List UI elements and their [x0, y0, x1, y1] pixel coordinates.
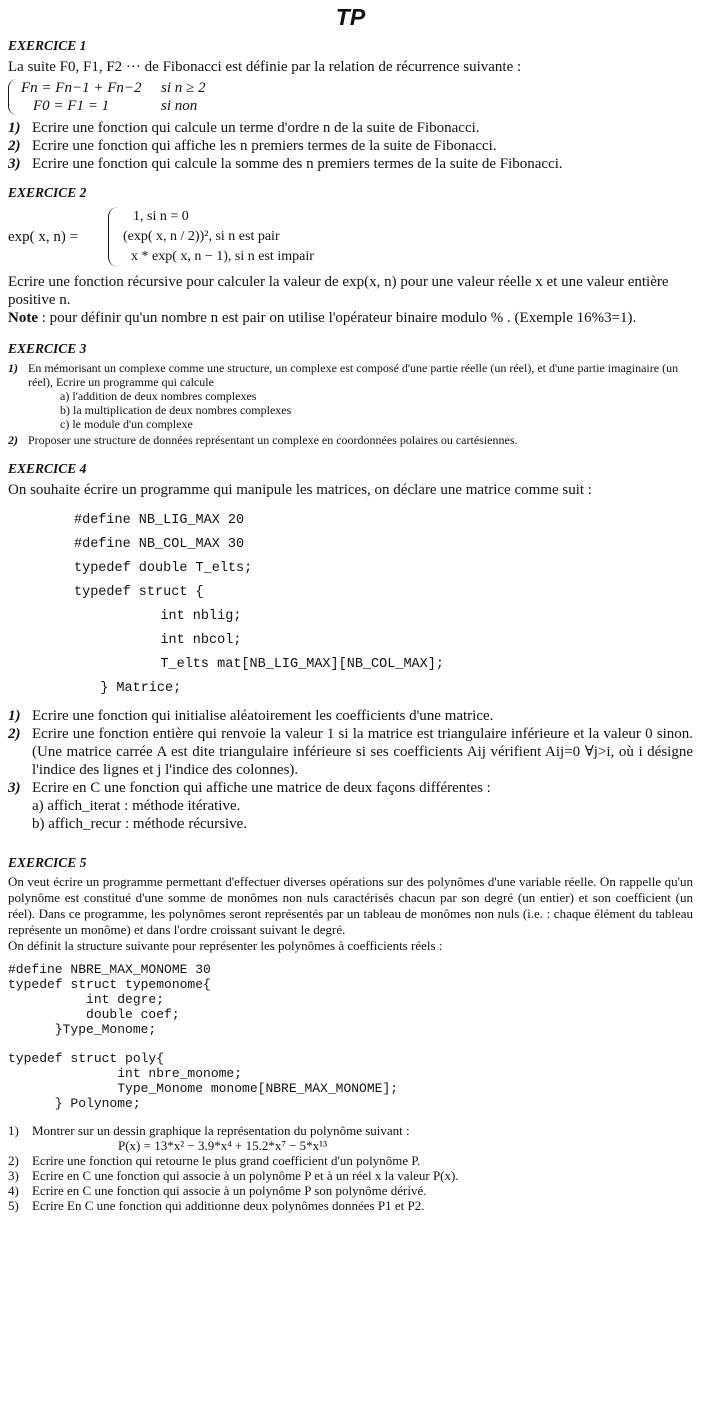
exercise-4-intro: On souhaite écrire un programme qui manipule les matrices, on déclare une matrice comme suit : [8, 482, 592, 498]
code-line: } Polynome; [8, 1096, 141, 1111]
list-item: 1) Ecrire une fonction qui initialise aléatoirement les coefficients d'une matrice. [8, 708, 494, 724]
code-line: typedef double T_elts; [74, 561, 253, 576]
code-line: int nbre_monome; [8, 1066, 243, 1081]
recurrence-condition-1: si n ≥ 2 [161, 80, 206, 96]
exercise-1-questions [8, 119, 693, 173]
page-title: TP [335, 4, 366, 30]
matrix-code-block [8, 509, 693, 701]
list-item: 1) Montrer sur un dessin graphique la représentation du polynôme suivant : [8, 1123, 410, 1138]
list-item: 4) Ecrire en C une fonction qui associe à un polynôme P son polynôme dérivé. [8, 1183, 427, 1198]
list-item: b) la multiplication de deux nombres complexes [60, 403, 292, 417]
poly-code-block [8, 1051, 693, 1111]
polynomial-formula: P(x) = 13*x² − 3.9*x⁴ + 15.2*x⁷ − 5*x¹³ [118, 1138, 327, 1153]
list-item: b) affich_recur : méthode récursive. [32, 816, 248, 832]
list-item: 1) Ecrire une fonction qui calcule un terme d'ordre n de la suite de Fibonacci. [8, 120, 480, 136]
exercise-1 [8, 38, 693, 173]
list-item: a) affich_iterat : méthode itérative. [32, 798, 241, 814]
exercise-4-questions [8, 707, 693, 833]
code-line: T_elts mat[NB_LIG_MAX][NB_COL_MAX]; [128, 657, 444, 672]
exercise-2-text: Ecrire une fonction récursive pour calculer la valeur de exp(x, n) pour une valeur réelle x et une valeur entière positive n. [8, 274, 669, 308]
list-item: c) le module d'un complexe [60, 417, 193, 431]
note-text: : pour définir qu'un nombre n est pair on utilise l'opérateur binaire modulo % . (Exemple 16%3=1). [38, 310, 637, 326]
code-line: #define NB_LIG_MAX 20 [74, 513, 245, 528]
code-line: int degre; [8, 992, 165, 1007]
code-line: typedef struct typemonome{ [8, 977, 211, 992]
list-item: 3) Ecrire une fonction qui calcule la somme des n premiers termes de la suite de Fibonacci. [8, 156, 563, 172]
recurrence-line-2: F0 = F1 = 1 [33, 98, 110, 114]
code-line: double coef; [8, 1007, 180, 1022]
left-brace [108, 207, 119, 267]
exercise-2-note [8, 309, 693, 327]
code-line: int nblig; [128, 609, 242, 624]
list-item: a) l'addition de deux nombres complexes [60, 389, 257, 403]
exp-case-1: 1, si n = 0 [133, 209, 189, 224]
exp-case-2: (exp( x, n / 2))², si n est pair [123, 229, 280, 244]
exercise-5 [8, 855, 693, 1213]
exercise-2-heading: EXERCICE 2 [8, 185, 87, 200]
exercise-5-questions [8, 1123, 693, 1213]
code-line: Type_Monome monome[NBRE_MAX_MONOME]; [8, 1081, 399, 1096]
exercise-4 [8, 461, 693, 833]
note-label: Note [8, 310, 38, 326]
list-item: 2) Proposer une structure de données représentant un complexe en coordonnées polaires ou cartésiennes. [8, 433, 518, 447]
list-item: 3) Ecrire en C une fonction qui associe à un polynôme P et à un réel x la valeur P(x). [8, 1168, 459, 1183]
list-item: 2) Ecrire une fonction qui retourne le plus grand coefficient d'un polynôme P. [8, 1153, 421, 1168]
list-item: 3) Ecrire en C une fonction qui affiche une matrice de deux façons différentes : [8, 780, 491, 796]
exp-definition [8, 207, 693, 267]
list-item: 2) Ecrire une fonction entière qui renvoie la valeur 1 si la matrice est triangulaire inférieure et la valeur 0 sinon. (Une matrice carrée A est dite triangulaire inférieure si ses coefficients Aij vérifient Aij=0 ∀j>i, où i désigne l'indice des lignes et j l'indice des colonnes). [8, 726, 693, 778]
monome-code-block [8, 962, 693, 1037]
code-line: #define NB_COL_MAX 30 [74, 537, 245, 552]
list-item: 2) Ecrire une fonction qui affiche les n premiers termes de la suite de Fibonacci. [8, 138, 497, 154]
left-brace [8, 79, 17, 115]
exercise-5-paragraph: On définit la structure suivante pour représenter les polynômes à coefficients réels : [8, 938, 443, 953]
list-item: 1) En mémorisant un complexe comme une structure, un complexe est composé d'une partie réelle (un réel), et d'une partie imaginaire (un réel), Ecrire un programme qui calcule [8, 361, 679, 389]
exercise-3-heading: EXERCICE 3 [8, 341, 87, 356]
exercise-1-intro: La suite F0, F1, F2 ··· de Fibonacci est définie par la relation de récurrence suivante : [8, 59, 522, 75]
fibonacci-recurrence [8, 79, 693, 115]
exercise-3 [8, 341, 693, 447]
code-line: typedef struct { [74, 585, 204, 600]
exercise-2 [8, 185, 693, 327]
list-item: 5) Ecrire En C une fonction qui additionne deux polynômes données P1 et P2. [8, 1198, 425, 1213]
code-line: int nbcol; [128, 633, 242, 648]
exercise-1-heading: EXERCICE 1 [8, 38, 87, 53]
code-line: }Type_Monome; [8, 1022, 157, 1037]
code-line: #define NBRE_MAX_MONOME 30 [8, 962, 211, 977]
code-line: } Matrice; [84, 681, 182, 696]
exp-case-3: x * exp( x, n − 1), si n est impair [131, 249, 314, 264]
exercise-4-heading: EXERCICE 4 [8, 461, 87, 476]
exercise-5-paragraph: On veut écrire un programme permettant d'effectuer diverses opérations sur des polynômes d'une variable réelle. On rappelle qu'un polynôme est constitué d'une somme de monômes non nuls caractérisés chacun par son degré (un entier) et son coefficient (un réel). Dans ce programme, les polynômes seront représentés par un tableau de monômes non nuls (i.e. : chaque élément du tableau représente un monôme) et dans l'ordre croissant suivant le degré. [8, 874, 693, 937]
exp-lhs: exp( x, n) = [8, 229, 79, 245]
recurrence-condition-2: si non [161, 98, 198, 114]
code-line: typedef struct poly{ [8, 1051, 165, 1066]
recurrence-line-1: Fn = Fn−1 + Fn−2 [21, 80, 142, 96]
exercise-5-heading: EXERCICE 5 [8, 855, 87, 870]
